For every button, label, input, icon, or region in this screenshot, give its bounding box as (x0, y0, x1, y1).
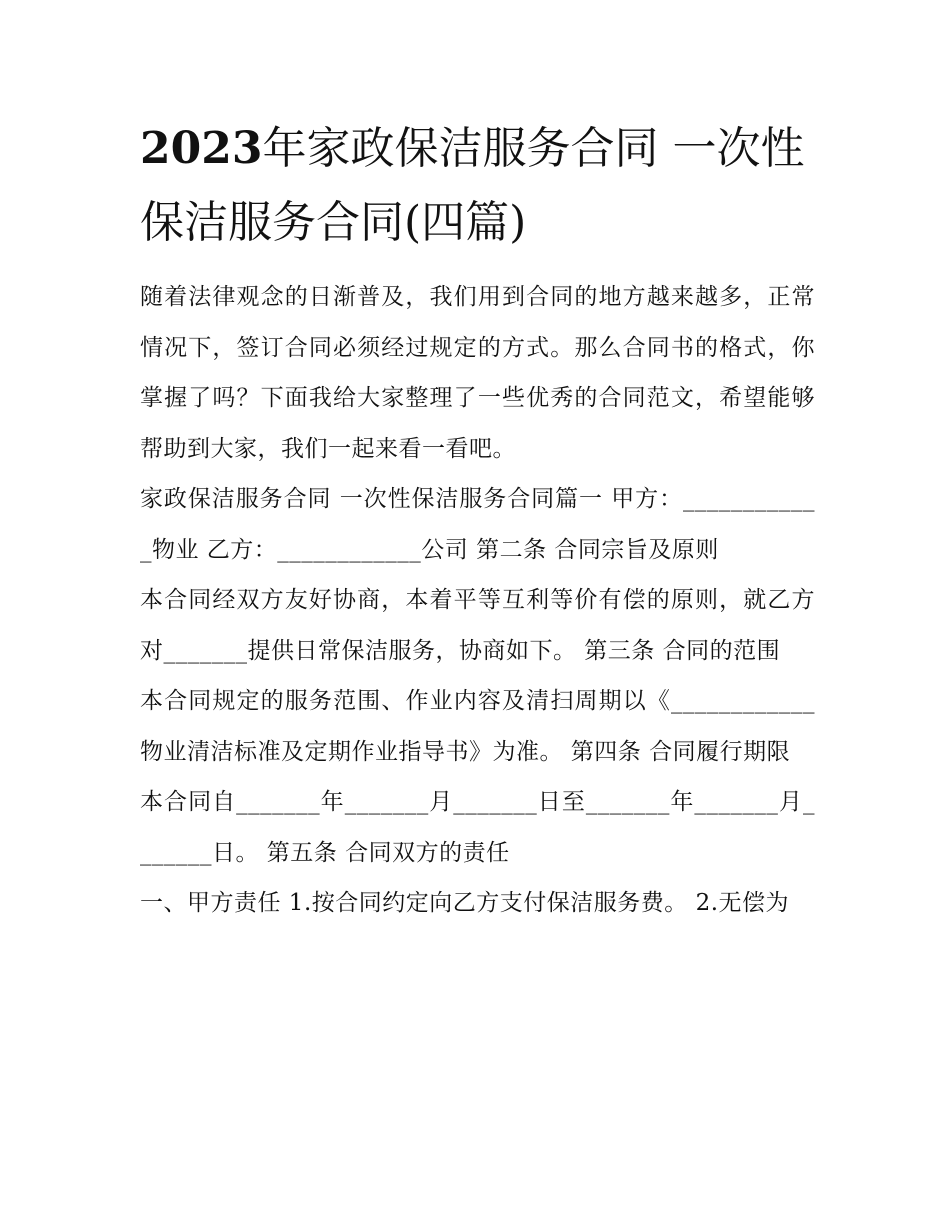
paragraph-parties: 家政保洁服务合同 一次性保洁服务合同篇一 甲方：____________物业 乙方：____________公司 第二条 合同宗旨及原则 (140, 486, 815, 563)
document-title (140, 112, 815, 260)
paragraph-purpose: 本合同经双方友好协商，本着平等互利等价有偿的原则，就乙方对_______提供日常保洁服务，协商如下。 第三条 合同的范围 (140, 587, 815, 664)
title-year: 2023 (140, 123, 263, 174)
document-content (140, 112, 815, 929)
paragraph-term: 本合同自_______年_______月_______日至_______年_______月_______日。 第五条 合同双方的责任 (140, 789, 815, 866)
paragraph-scope: 本合同规定的服务范围、作业内容及清扫周期以《____________物业清洁标准及定期作业指导书》为准。 第四条 合同履行期限 (140, 688, 815, 765)
document-body (140, 272, 815, 929)
paragraph-responsibilities: 一、甲方责任 1.按合同约定向乙方支付保洁服务费。 2.无偿为 (140, 890, 790, 916)
title-text: 年家政保洁服务合同 一次性保洁服务合同(四篇) (140, 123, 805, 248)
paragraph-intro: 随着法律观念的日渐普及，我们用到合同的地方越来越多，正常情况下，签订合同必须经过规定的方式。那么合同书的格式，你掌握了吗？下面我给大家整理了一些优秀的合同范文，希望能够帮助到大家，我们一起来看一看吧。 (140, 284, 815, 462)
